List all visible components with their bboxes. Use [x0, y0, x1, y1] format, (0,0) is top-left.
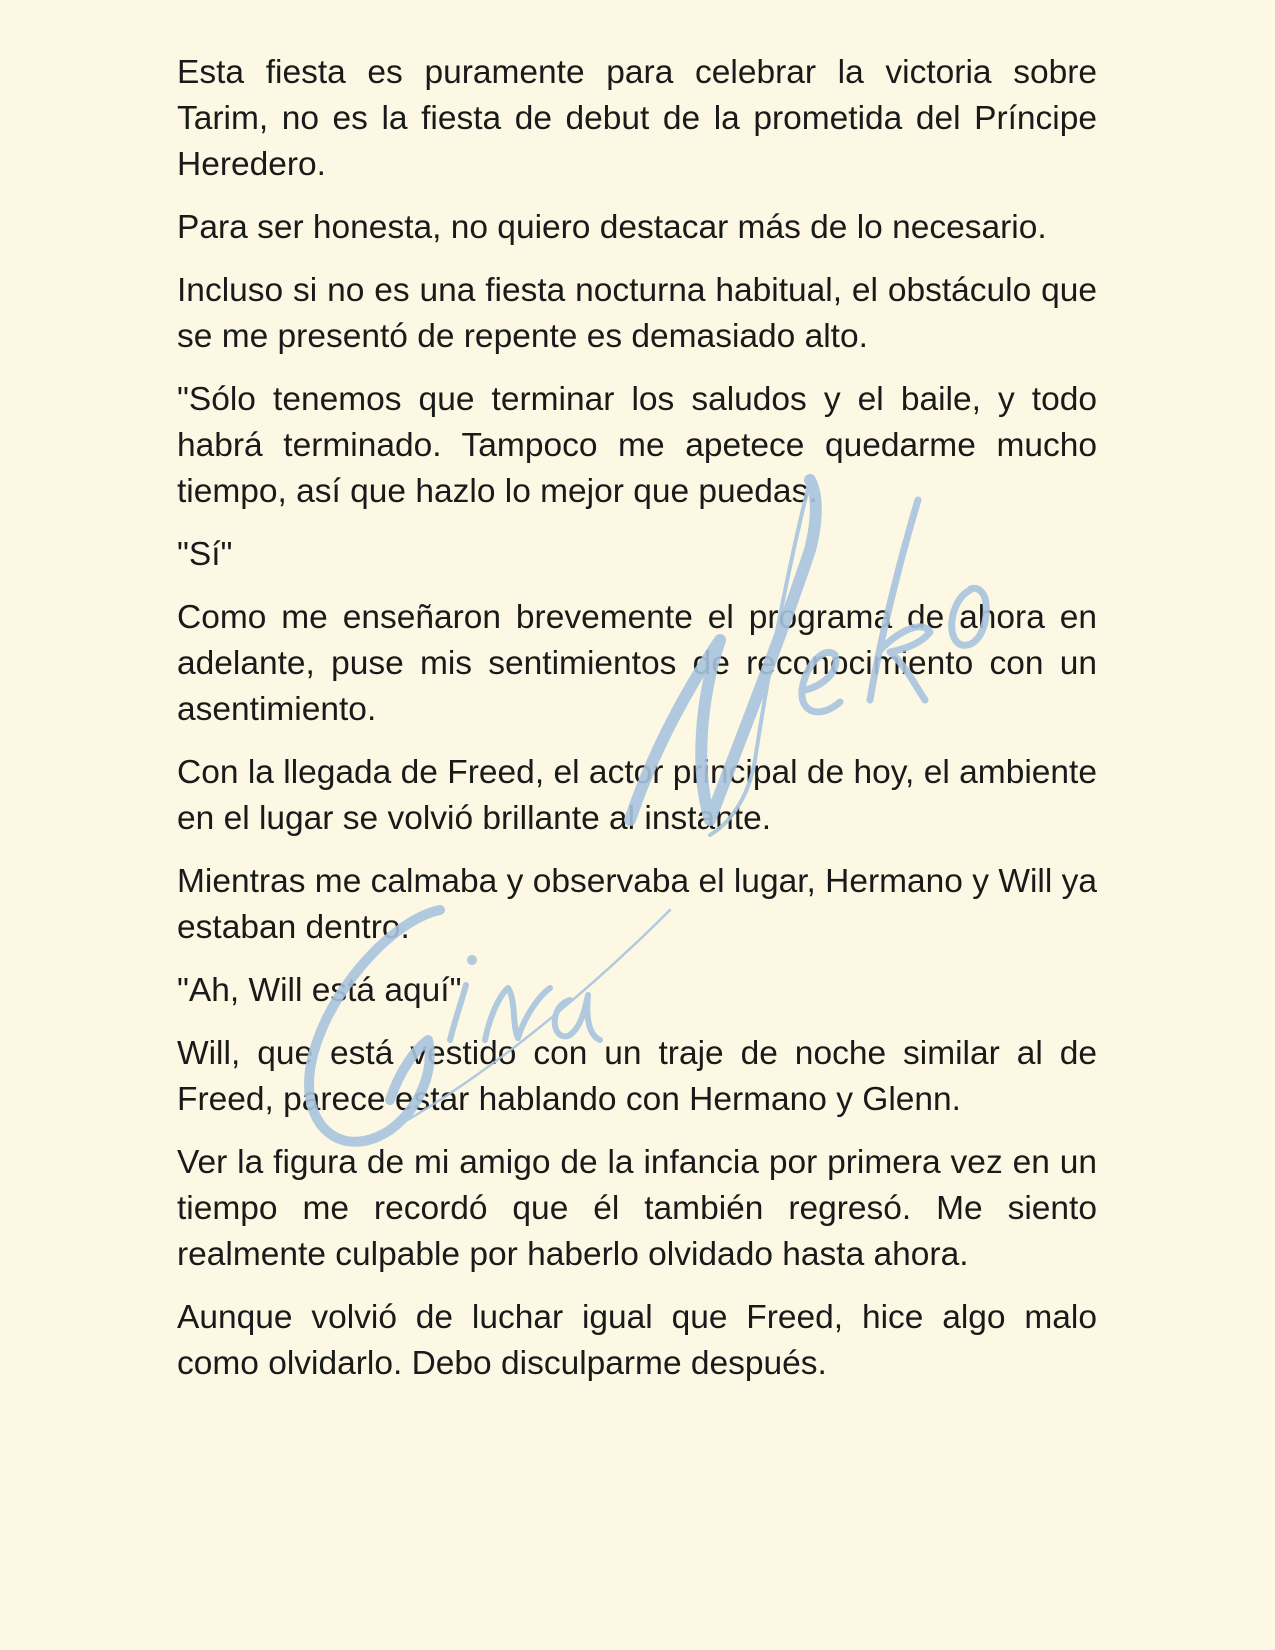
paragraph: Como me enseñaron brevemente el programa de ahora en adelante, puse mis sentimientos de reconocimiento con un asentimiento.	[177, 599, 1097, 728]
paragraph: "Ah, Will está aquí"	[177, 972, 462, 1009]
paragraph: Mientras me calmaba y observaba el lugar, Hermano y Will ya estaban dentro.	[177, 863, 1097, 946]
paragraph: Will, que está vestido con un traje de noche similar al de Freed, parece estar hablando con Hermano y Glenn.	[177, 1035, 1097, 1118]
paragraph: "Sí"	[177, 536, 233, 573]
paragraph: "Sólo tenemos que terminar los saludos y el baile, y todo habrá terminado. Tampoco me apetece quedarme mucho tiempo, así que hazlo lo mejor que puedas.	[177, 381, 1097, 510]
document-body	[177, 50, 1097, 1404]
paragraph: Aunque volvió de luchar igual que Freed, hice algo malo como olvidarlo. Debo disculparme después.	[177, 1299, 1097, 1382]
paragraph: Ver la figura de mi amigo de la infancia por primera vez en un tiempo me recordó que él también regresó. Me siento realmente culpable por haberlo olvidado hasta ahora.	[177, 1144, 1097, 1273]
paragraph: Incluso si no es una fiesta nocturna habitual, el obstáculo que se me presentó de repente es demasiado alto.	[177, 272, 1097, 355]
paragraph: Con la llegada de Freed, el actor principal de hoy, el ambiente en el lugar se volvió brillante al instante.	[177, 754, 1097, 837]
paragraph: Para ser honesta, no quiero destacar más de lo necesario.	[177, 209, 1047, 246]
paragraph: Esta fiesta es puramente para celebrar la victoria sobre Tarim, no es la fiesta de debut de la prometida del Príncipe Heredero.	[177, 54, 1097, 183]
